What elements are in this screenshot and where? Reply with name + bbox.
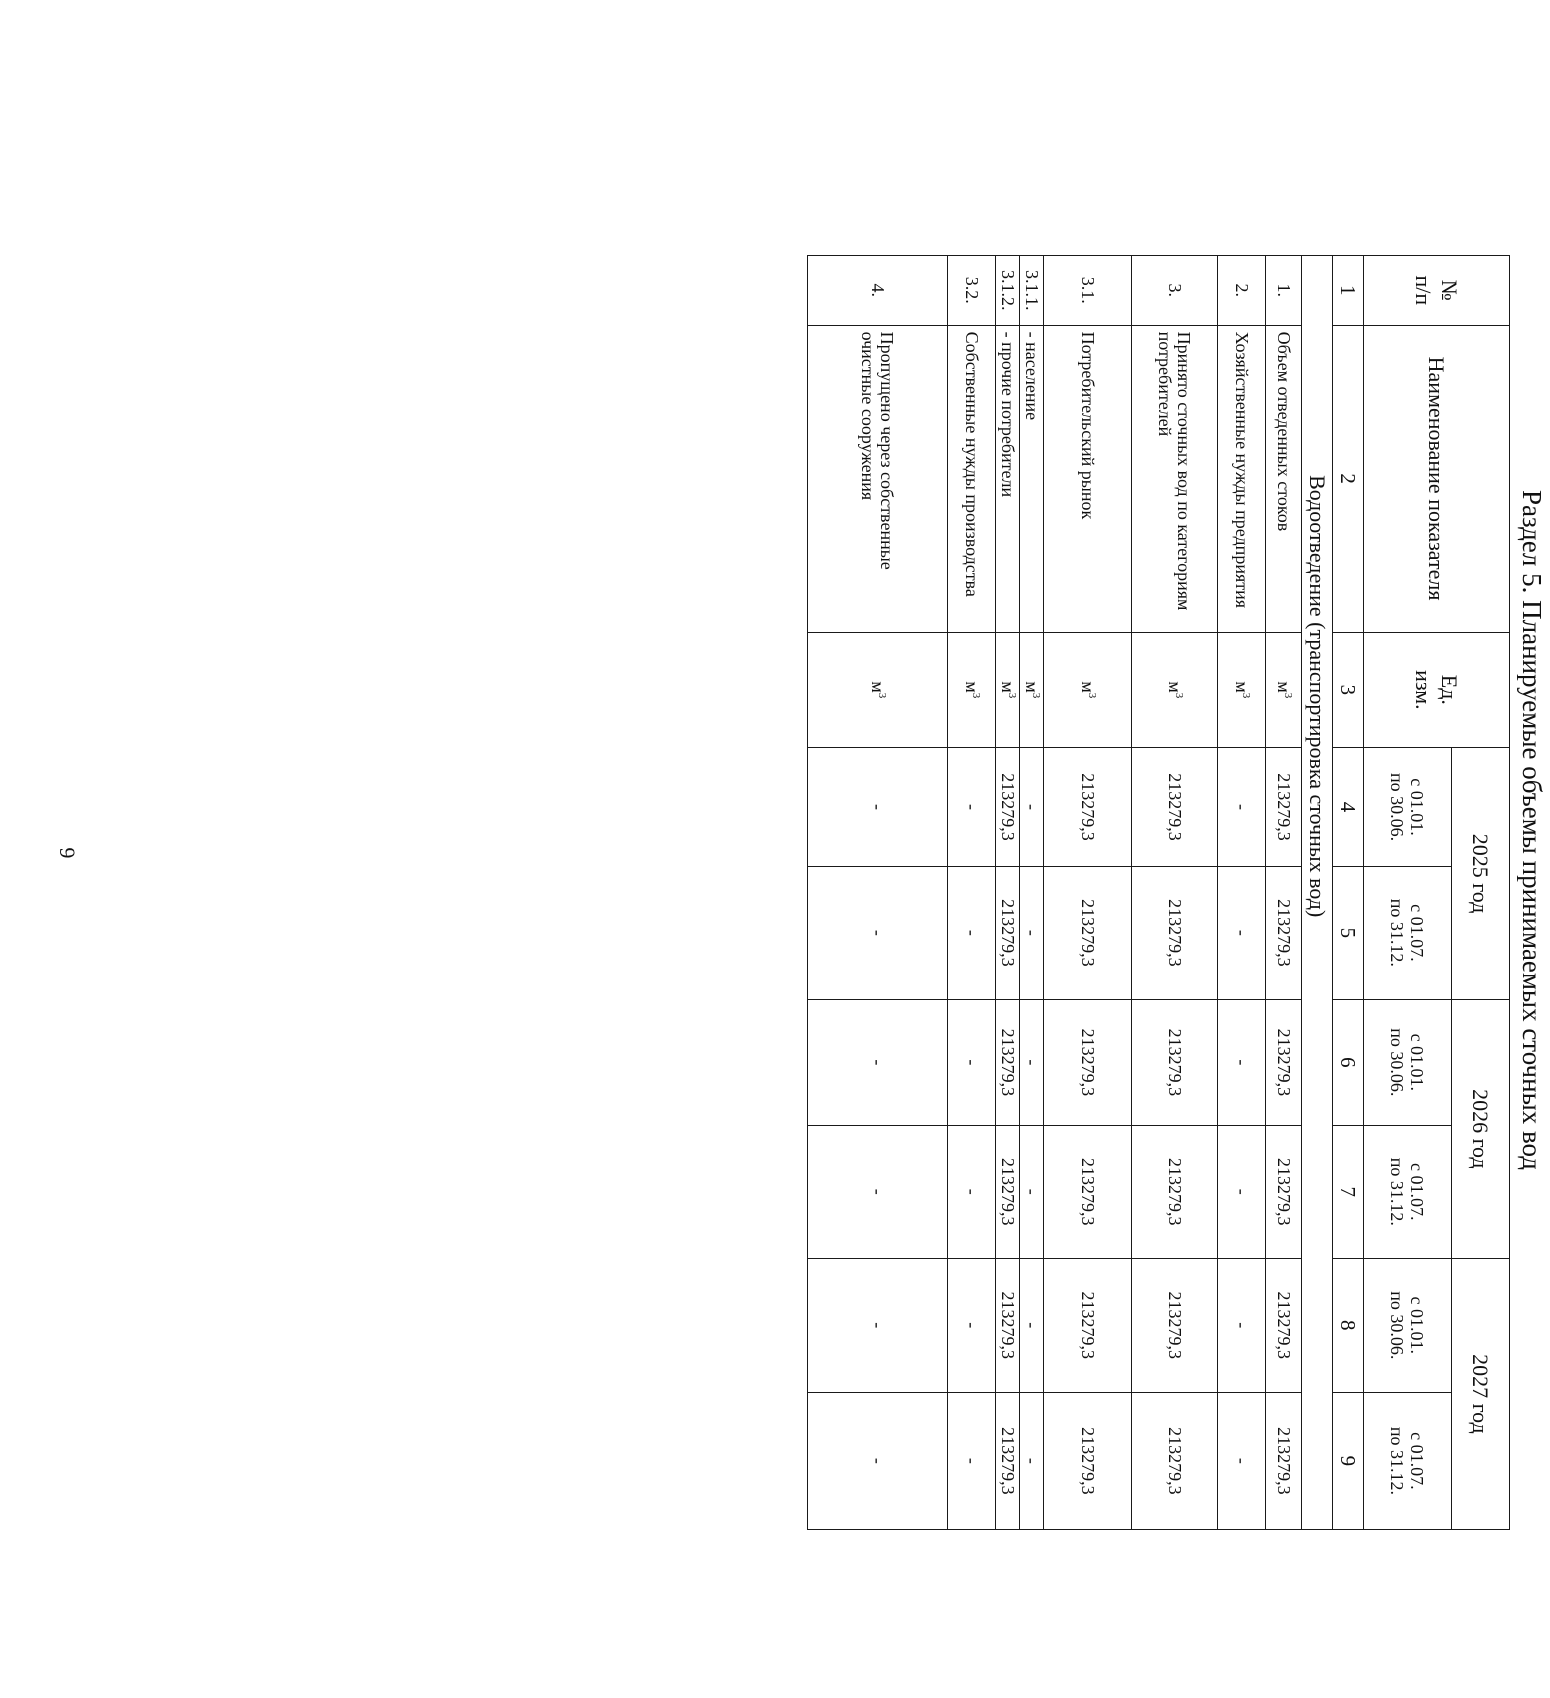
row-value: 213279,3 (1266, 1258, 1302, 1392)
row-value: - (948, 1392, 996, 1529)
row-number: 4. (808, 256, 948, 326)
row-value: - (1218, 748, 1266, 867)
header-row-years (1452, 256, 1510, 1530)
header-period: с 01.07. по 31.12. (1364, 866, 1452, 999)
header-period: с 01.07. по 31.12. (1364, 1125, 1452, 1258)
row-value: - (1020, 999, 1044, 1125)
unit-exp: 3 (1240, 692, 1252, 699)
row-name: Потребительский рынок (1044, 325, 1132, 632)
unit-base: м (998, 681, 1018, 693)
row-value: 213279,3 (1132, 1125, 1218, 1258)
row-number: 3.1.2. (996, 256, 1020, 326)
header-year-2027: 2027 год (1452, 1258, 1510, 1529)
row-value: 213279,3 (1266, 1125, 1302, 1258)
unit-exp: 3 (1086, 692, 1098, 699)
header-name-label: Наименование показателя (1424, 356, 1450, 601)
header-name (1364, 325, 1510, 632)
unit-base: м (1165, 681, 1185, 693)
row-value: 213279,3 (996, 748, 1020, 867)
row-value: - (948, 748, 996, 867)
row-name: Хозяйственные нужды предприятия (1218, 325, 1266, 632)
row-value: - (1020, 1258, 1044, 1392)
row-value: 213279,3 (1266, 1392, 1302, 1529)
row-value: - (1218, 1125, 1266, 1258)
row-name: Объем отведенных стоков (1266, 325, 1302, 632)
row-value: - (1218, 1258, 1266, 1392)
unit-base: м (962, 681, 982, 693)
row-unit (1218, 632, 1266, 748)
row-value: 213279,3 (1044, 1392, 1132, 1529)
page-number: 6 (54, 847, 80, 859)
row-unit (808, 632, 948, 748)
row-value: 213279,3 (1044, 1125, 1132, 1258)
column-number: 2 (1333, 325, 1364, 632)
table-row (1044, 256, 1132, 1530)
row-value: - (1218, 1392, 1266, 1529)
row-unit (1132, 632, 1218, 748)
unit-exp: 3 (970, 692, 982, 699)
row-value: 213279,3 (1044, 1258, 1132, 1392)
row-value: - (1020, 1392, 1044, 1529)
column-number: 9 (1333, 1392, 1364, 1529)
unit-exp: 3 (1173, 692, 1185, 699)
row-unit (1020, 632, 1044, 748)
row-value: 213279,3 (1266, 748, 1302, 867)
row-value: - (808, 999, 948, 1125)
header-num (1364, 256, 1510, 326)
unit-exp: 3 (1282, 692, 1294, 699)
row-value: - (808, 1258, 948, 1392)
row-value: - (948, 1125, 996, 1258)
header-num-label: № п/п (1411, 275, 1463, 306)
column-number: 3 (1333, 632, 1364, 748)
row-value: 213279,3 (1266, 999, 1302, 1125)
row-name: - прочие потребители (996, 325, 1020, 632)
row-value: 213279,3 (1044, 999, 1132, 1125)
row-value: 213279,3 (1132, 999, 1218, 1125)
row-value: 213279,3 (1044, 748, 1132, 867)
row-value: - (808, 1392, 948, 1529)
header-period: с 01.01. по 30.06. (1364, 1258, 1452, 1392)
header-unit (1364, 632, 1510, 748)
column-number: 5 (1333, 866, 1364, 999)
row-value: - (1020, 866, 1044, 999)
wastewater-table (807, 255, 1510, 1530)
row-value: - (808, 866, 948, 999)
row-value: 213279,3 (996, 866, 1020, 999)
unit-base: м (1232, 681, 1252, 693)
row-name: - население (1020, 325, 1044, 632)
page-title: Раздел 5. Планируемые объемы принимаемых сточных вод (1517, 489, 1547, 1170)
header-unit-label: Ед. изм. (1411, 670, 1463, 710)
table-row (948, 256, 996, 1530)
row-value: 213279,3 (996, 1125, 1020, 1258)
unit-base: м (1022, 681, 1042, 693)
row-value: 213279,3 (996, 1392, 1020, 1529)
row-value: - (948, 866, 996, 999)
row-value: 213279,3 (996, 1258, 1020, 1392)
column-number-row (1333, 256, 1364, 1530)
unit-base: м (1078, 681, 1098, 693)
row-value: - (1020, 1125, 1044, 1258)
row-value: 213279,3 (996, 999, 1020, 1125)
unit-exp: 3 (1030, 692, 1042, 699)
column-number: 4 (1333, 748, 1364, 867)
section-row (1302, 256, 1333, 1530)
rotated-sheet (770, 130, 1550, 1530)
row-value: - (948, 999, 996, 1125)
row-unit (996, 632, 1020, 748)
table-row (1132, 256, 1218, 1530)
row-value: - (1218, 866, 1266, 999)
row-value: - (948, 1258, 996, 1392)
row-unit (1044, 632, 1132, 748)
row-unit (948, 632, 996, 748)
row-value: 213279,3 (1266, 866, 1302, 999)
column-number: 1 (1333, 256, 1364, 326)
row-value: - (808, 1125, 948, 1258)
table-row (808, 256, 948, 1530)
table-row (1218, 256, 1266, 1530)
section-title: Водоотведение (транспортировка сточных вод) (1302, 325, 1333, 1529)
row-value: 213279,3 (1132, 1392, 1218, 1529)
row-value: - (808, 748, 948, 867)
row-number: 1. (1266, 256, 1302, 326)
row-number: 3.1.1. (1020, 256, 1044, 326)
column-number: 7 (1333, 1125, 1364, 1258)
row-value: - (1020, 748, 1044, 867)
column-number: 6 (1333, 999, 1364, 1125)
header-year-2025: 2025 год (1452, 748, 1510, 1000)
row-name: Принято сточных вод по категориям потребителей (1132, 325, 1218, 632)
header-period: с 01.07. по 31.12. (1364, 1392, 1452, 1529)
row-value: 213279,3 (1132, 748, 1218, 867)
unit-exp: 3 (876, 692, 888, 699)
column-number: 8 (1333, 1258, 1364, 1392)
row-value: - (1218, 999, 1266, 1125)
row-value: 213279,3 (1132, 866, 1218, 999)
header-year-2026: 2026 год (1452, 999, 1510, 1258)
header-period: с 01.01. по 30.06. (1364, 999, 1452, 1125)
row-unit (1266, 632, 1302, 748)
row-value: 213279,3 (1044, 866, 1132, 999)
row-value: 213279,3 (1132, 1258, 1218, 1392)
section-spacer (1302, 256, 1333, 326)
row-number: 3.1. (1044, 256, 1132, 326)
header-period: с 01.01. по 30.06. (1364, 748, 1452, 867)
table-row (1020, 256, 1044, 1530)
row-name: Собственные нужды производства (948, 325, 996, 632)
unit-base: м (868, 681, 888, 693)
unit-exp: 3 (1006, 692, 1018, 699)
table-row (996, 256, 1020, 1530)
row-number: 3. (1132, 256, 1218, 326)
row-name: Пропущено через собственные очистные сооружения (808, 325, 948, 632)
unit-base: м (1274, 681, 1294, 693)
row-number: 3.2. (948, 256, 996, 326)
row-number: 2. (1218, 256, 1266, 326)
table-row (1266, 256, 1302, 1530)
